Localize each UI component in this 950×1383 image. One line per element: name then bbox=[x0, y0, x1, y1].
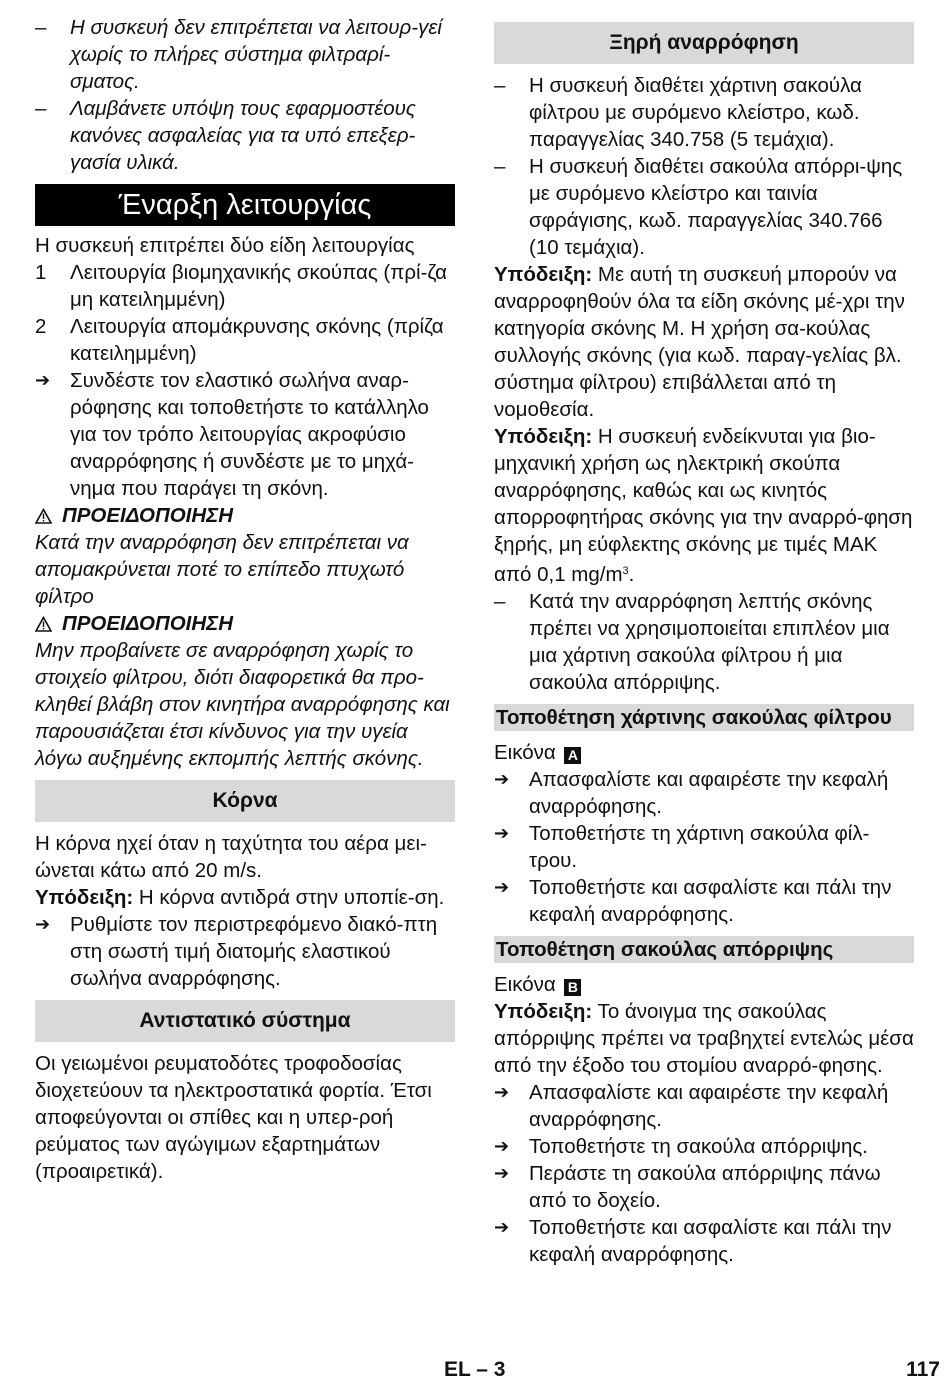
dash-marker: – bbox=[35, 97, 47, 120]
mode-item bbox=[35, 259, 455, 313]
dash-marker: – bbox=[494, 590, 506, 613]
note-label: Υπόδειξη: bbox=[35, 886, 134, 909]
footer-section-label: EL – 3 bbox=[444, 1358, 506, 1381]
antistatic-text: Οι γειωμένοι ρευματοδότες τροφοδοσίας διοχετεύουν τα ηλεκτροστατικά φορτία. Έτσι αποφεύγονται οι σπίθες και η υπερ-ροή ρεύματος των αγώγιμων εξαρτημάτων (προαιρετικά). bbox=[35, 1052, 432, 1183]
step-text: Απασφαλίστε και αφαιρέστε την κεφαλή αναρρόφησης. bbox=[529, 768, 889, 818]
note-text: Το άνοιγμα της σακούλας απόρριψης πρέπει να τραβηχτεί εντελώς μέσα από την έξοδο του στομίου αναρρό-φησης. bbox=[494, 1000, 914, 1077]
figure-letter-badge: B bbox=[564, 979, 581, 996]
figure-ref bbox=[494, 739, 914, 766]
note-label: Υπόδειξη: bbox=[494, 425, 593, 448]
right-column bbox=[494, 14, 914, 1268]
note-text: Με αυτή τη συσκευή μπορούν να αναρροφηθούν όλα τα είδη σκόνης μέ-χρι την κατηγορία σκόνης M. Η χρήση σα-κούλας συλλογής σκόνης (για κωδ. παραγ-γελίας βλ. σύστημα φίλτρου) επιβάλλεται από τη νομοθεσία. bbox=[494, 263, 905, 421]
step-item bbox=[494, 820, 914, 874]
list-item bbox=[35, 95, 455, 176]
start-intro: Η συσκευή επιτρέπει δύο είδη λειτουργίας bbox=[35, 234, 415, 257]
arrow-right-icon: ➔ bbox=[35, 914, 51, 934]
dash-marker: – bbox=[494, 155, 506, 178]
page-number: 117 bbox=[906, 1358, 940, 1381]
step-text: Συνδέστε τον ελαστικό σωλήνα αναρ-ρόφησης και τοποθετήστε το κατάλληλο για τον τρόπο λειτουργίας ακροφύσιο αναρρόφησης ή συνδέστε με το μηχά-νημα που παράγει τη σκόνη. bbox=[70, 369, 429, 500]
step-item bbox=[35, 367, 455, 502]
arrow-right-icon: ➔ bbox=[494, 769, 510, 789]
antistatic-heading: Αντιστατικό σύστημα bbox=[35, 1000, 455, 1042]
step-text: Ρυθμίστε τον περιστρεφόμενο διακό-πτη στη σωστή τιμή διατομής ελαστικού σωλήνα αναρρόφησης. bbox=[70, 913, 438, 990]
note-text: Η κόρνα αντιδρά στην υποπίε-ση. bbox=[133, 886, 445, 909]
arrow-right-icon: ➔ bbox=[494, 1136, 510, 1156]
mode-text: Λειτουργία απομάκρυνσης σκόνης (πρίζα κατειλημμένη) bbox=[70, 315, 444, 365]
note bbox=[494, 423, 914, 588]
arrow-right-icon: ➔ bbox=[494, 1163, 510, 1183]
warning-title-text: ΠΡΟΕΙΔΟΠΟΙΗΣΗ bbox=[62, 504, 234, 527]
number-marker: 1 bbox=[35, 261, 47, 284]
figure-label: Εικόνα bbox=[494, 973, 556, 996]
mode-item bbox=[35, 313, 455, 367]
step-text: Τοποθετήστε τη χάρτινη σακούλα φίλ-τρου. bbox=[529, 822, 870, 872]
step-text: Τοποθετήστε και ασφαλίστε και πάλι την κεφαλή αναρρόφησης. bbox=[529, 876, 892, 926]
list-item bbox=[494, 72, 914, 153]
dash-marker: – bbox=[35, 16, 47, 39]
figure-label: Εικόνα bbox=[494, 741, 556, 764]
step-item bbox=[494, 874, 914, 928]
arrow-right-icon: ➔ bbox=[494, 1082, 510, 1102]
horn-heading: Κόρνα bbox=[35, 780, 455, 822]
list-item-text: Η συσκευή διαθέτει χάρτινη σακούλα φίλτρου με συρόμενο κλείστρο, κωδ. παραγγελίας 340.758 (5 τεμάχια). bbox=[529, 74, 862, 151]
figure-letter-badge: A bbox=[564, 747, 581, 764]
horn-note bbox=[35, 884, 455, 911]
number-marker: 2 bbox=[35, 315, 47, 338]
list-item bbox=[35, 14, 455, 95]
step-item bbox=[35, 911, 455, 992]
list-item-text: Λαμβάνετε υπόψη τους εφαρμοστέους κανόνες ασφαλείας για τα υπό επεξερ-γασία υλικά. bbox=[70, 97, 416, 174]
dry-heading: Ξηρή αναρρόφηση bbox=[494, 22, 914, 64]
warning-title bbox=[35, 502, 455, 529]
figure-ref bbox=[494, 971, 914, 998]
disposal-heading: Τοποθέτηση σακούλας απόρριψης bbox=[494, 936, 914, 963]
step-text: Απασφαλίστε και αφαιρέστε την κεφαλή αναρρόφησης. bbox=[529, 1081, 889, 1131]
mode-text: Λειτουργία βιομηχανικής σκούπας (πρί-ζα μη κατειλημμένη) bbox=[70, 261, 447, 311]
arrow-right-icon: ➔ bbox=[494, 1217, 510, 1237]
arrow-right-icon: ➔ bbox=[494, 823, 510, 843]
list-item-text: Η συσκευή δεν επιτρέπεται να λειτουρ-γεί χωρίς το πλήρες σύστημα φιλτραρί-σματος. bbox=[70, 16, 442, 93]
start-heading: Έναρξη λειτουργίας bbox=[35, 184, 455, 226]
step-item bbox=[494, 1079, 914, 1133]
step-text: Τοποθετήστε και ασφαλίστε και πάλι την κεφαλή αναρρόφησης. bbox=[529, 1216, 892, 1266]
warning-title bbox=[35, 610, 455, 637]
step-item bbox=[494, 1133, 914, 1160]
list-item bbox=[494, 153, 914, 261]
note-label: Υπόδειξη: bbox=[494, 263, 593, 286]
intro-list bbox=[35, 14, 455, 176]
arrow-right-icon: ➔ bbox=[35, 370, 51, 390]
dash-marker: – bbox=[494, 74, 506, 97]
note-label: Υπόδειξη: bbox=[494, 1000, 593, 1023]
step-item bbox=[494, 766, 914, 820]
step-item bbox=[494, 1160, 914, 1214]
list-item bbox=[494, 588, 914, 696]
warning-triangle-icon bbox=[35, 616, 52, 632]
warning-triangle-icon bbox=[35, 508, 52, 524]
superscript: 3 bbox=[622, 565, 629, 577]
warning-text: Μην προβαίνετε σε αναρρόφηση χωρίς το στοιχείο φίλτρου, διότι διαφορετικά θα προ-κληθεί βλάβη στον κινητήρα αναρρόφησης και παρουσιάζεται έτσι κίνδυνος για την υγεία λόγω αυξημένης εκπομπής λεπτής σκόνης. bbox=[35, 639, 450, 770]
list-item-text: Κατά την αναρρόφηση λεπτής σκόνης πρέπει να χρησιμοποιείται επιπλέον μια μια χάρτινη σακούλα φίλτρου ή μια σακούλα απόρριψης. bbox=[529, 590, 890, 694]
note bbox=[494, 998, 914, 1079]
left-column bbox=[35, 14, 455, 1185]
warning-text: Κατά την αναρρόφηση δεν επιτρέπεται να απομακρύνεται ποτέ το επίπεδο πτυχωτό φίλτρο bbox=[35, 531, 409, 608]
list-item-text: Η συσκευή διαθέτει σακούλα απόρρι-ψης με συρόμενο κλείστρο και ταινία σφράγισης, κωδ. παραγγελίας 340.766 (10 τεμάχια). bbox=[529, 155, 903, 259]
step-item bbox=[494, 1214, 914, 1268]
paper-bag-heading: Τοποθέτηση χάρτινης σακούλας φίλτρου bbox=[494, 704, 914, 731]
note-text: Η συσκευή ενδείκνυται για βιο-μηχανική χρήση ως ηλεκτρική σκούπα αναρρόφησης, καθώς και ως κινητός απορροφητήρας σκόνης για την αναρρό-φηση ξηρής, μη εύφλεκτης σκόνης με τιμές MAK από 0,1 mg/m bbox=[494, 425, 913, 586]
horn-text: Η κόρνα ηχεί όταν η ταχύτητα του αέρα μει-ώνεται κάτω από 20 m/s. bbox=[35, 832, 427, 882]
arrow-right-icon: ➔ bbox=[494, 877, 510, 897]
step-text: Περάστε τη σακούλα απόρριψης πάνω από το δοχείο. bbox=[529, 1162, 881, 1212]
step-text: Τοποθετήστε τη σακούλα απόρριψης. bbox=[529, 1135, 868, 1158]
note-end: . bbox=[628, 563, 635, 586]
note bbox=[494, 261, 914, 423]
warning-title-text: ΠΡΟΕΙΔΟΠΟΙΗΣΗ bbox=[62, 612, 234, 635]
